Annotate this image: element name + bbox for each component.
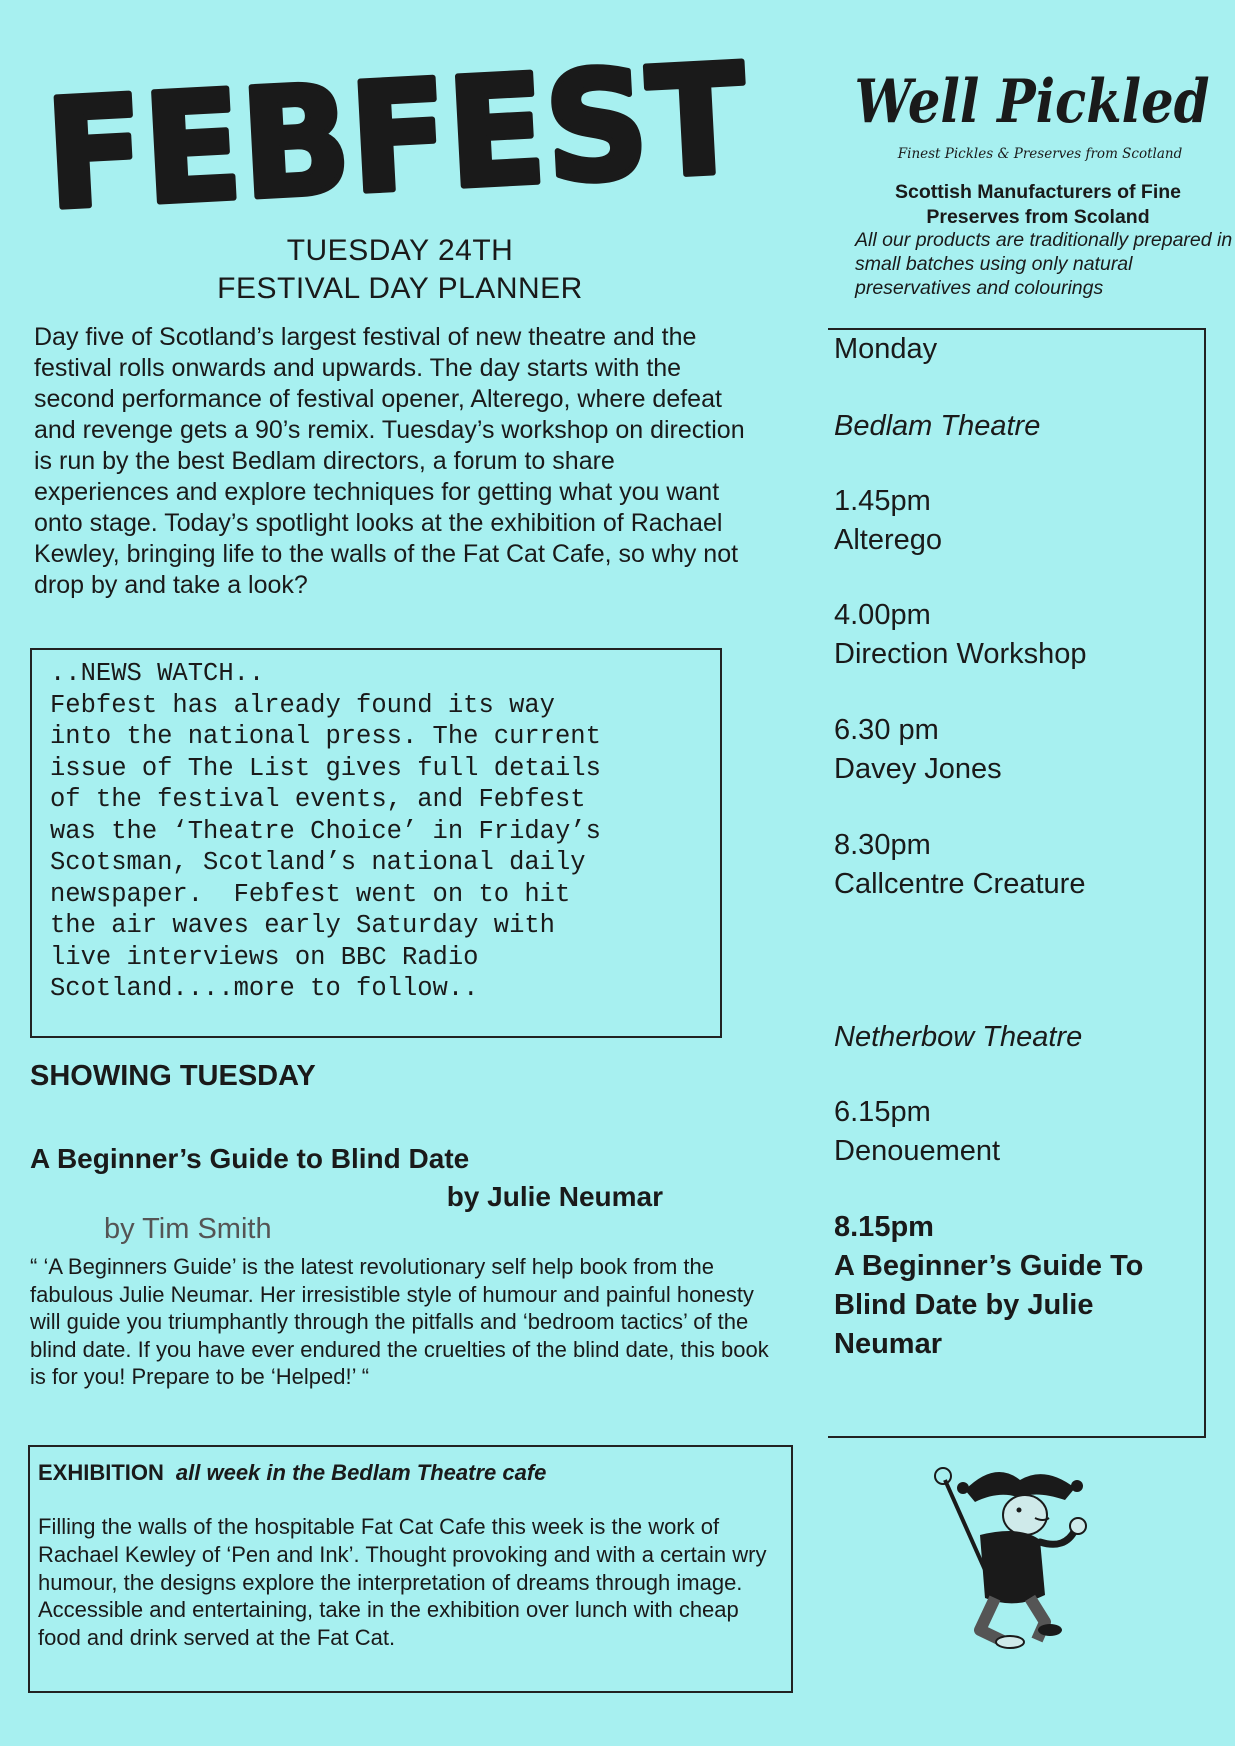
review-text: “ ‘A Beginners Guide’ is the latest revolutionary self help book from the fabulous Julie Neumar. Her irresistible style of humour and painful honesty will guide you triumphantly through the pitfalls and ‘bedroom tactics’ of the blind date. If you have ever endured the cruelties of the blind date, this book is for you! Prepare to be ‘Helped!’ “ [30, 1254, 769, 1390]
entry-time: 8.30pm [834, 829, 931, 861]
schedule-entry [834, 482, 942, 560]
entry-time: 8.15pm [834, 1211, 934, 1243]
jester-illustration [925, 1460, 1110, 1650]
date-line: TUESDAY 24TH [286, 234, 514, 267]
sponsor-logo [850, 60, 1215, 150]
entry-event: Direction Workshop [834, 638, 1087, 670]
review-byline: by Tim Smith [104, 1213, 272, 1245]
entry-event: Davey Jones [834, 753, 1002, 785]
entry-event: Alterego [834, 524, 943, 556]
page-title [120, 232, 680, 308]
entry-event: A Beginner’s Guide To Blind Date by Julie Neumar [834, 1250, 1144, 1360]
schedule-entry [834, 826, 1085, 904]
schedule-entry [834, 596, 1087, 674]
schedule-box [828, 328, 1206, 1438]
sponsor-description: All our products are traditionally prepared in small batches using only natural preservatives and colourings [855, 229, 1233, 299]
show-author: by Julie Neumar [446, 1181, 663, 1212]
showing-heading: SHOWING TUESDAY [30, 1060, 316, 1092]
sponsor-tagline: Finest Pickles & Preserves from Scotland [897, 146, 1183, 162]
news-watch-box: ..NEWS WATCH.. Febfest has already found its way into the national press. The current issue of The List gives full details of the festival events, and Febfest was the ‘Theatre Choice’ in Friday’s Scotsman, Scotland’s national daily newspaper. Febfest went on to hit the air waves early Saturday with live interviews on BBC Radio Scotland....more to follow.. [30, 648, 722, 1038]
schedule-entry-featured [834, 1208, 1204, 1364]
show-title: A Beginner’s Guide to Blind Date [30, 1143, 470, 1174]
febfest-logo [36, 31, 796, 244]
exhibition-heading [38, 1457, 785, 1489]
entry-time: 4.00pm [834, 599, 931, 631]
planner-subtitle: FESTIVAL DAY PLANNER [217, 272, 583, 305]
exhibition-body: Filling the walls of the hospitable Fat Cat Cafe this week is the work of Rachael Kewley of ‘Pen and Ink’. Thought provoking and with a certain wry humour, the designs explore the interpretation of dreams through image. Accessible and entertaining, take in the exhibition over lunch with cheap food and drink served at the Fat Cat. [38, 1514, 767, 1651]
schedule-entry [834, 711, 1002, 789]
intro-paragraph: Day five of Scotland’s largest festival of new theatre and the festival rolls onwards and upwards. The day starts with the second performance of festival opener, Alterego, where defeat and revenge gets a 90’s remix. Tuesday’s workshop on direction is run by the best Bedlam directors, a forum to share experiences and explore techniques for getting what you want onto stage. Today’s spotlight looks at the exhibition of Rachael Kewley, bringing life to the walls of the Fat Cat Cafe, so why not drop by and take a look? [34, 323, 745, 599]
venue-bedlam: Bedlam Theatre [834, 410, 1041, 442]
entry-time: 6.30 pm [834, 714, 939, 746]
entry-event: Callcentre Creature [834, 868, 1086, 900]
exhibition-location: all week in the Bedlam Theatre cafe [175, 1460, 547, 1485]
venue-netherbow: Netherbow Theatre [834, 1021, 1083, 1053]
febfest-logo-text: FEBFEST [41, 31, 785, 244]
sponsor-headline: Scottish Manufacturers of Fine Preserves from Scoland [894, 181, 1182, 228]
entry-time: 1.45pm [834, 485, 931, 517]
entry-time: 6.15pm [834, 1096, 931, 1128]
exhibition-label: EXHIBITION [38, 1460, 164, 1485]
exhibition-box [28, 1445, 793, 1693]
schedule-entry [834, 1093, 1000, 1171]
schedule-day: Monday [834, 333, 938, 365]
sponsor-name: Well Pickled [854, 67, 1210, 137]
entry-event: Denouement [834, 1135, 1001, 1167]
